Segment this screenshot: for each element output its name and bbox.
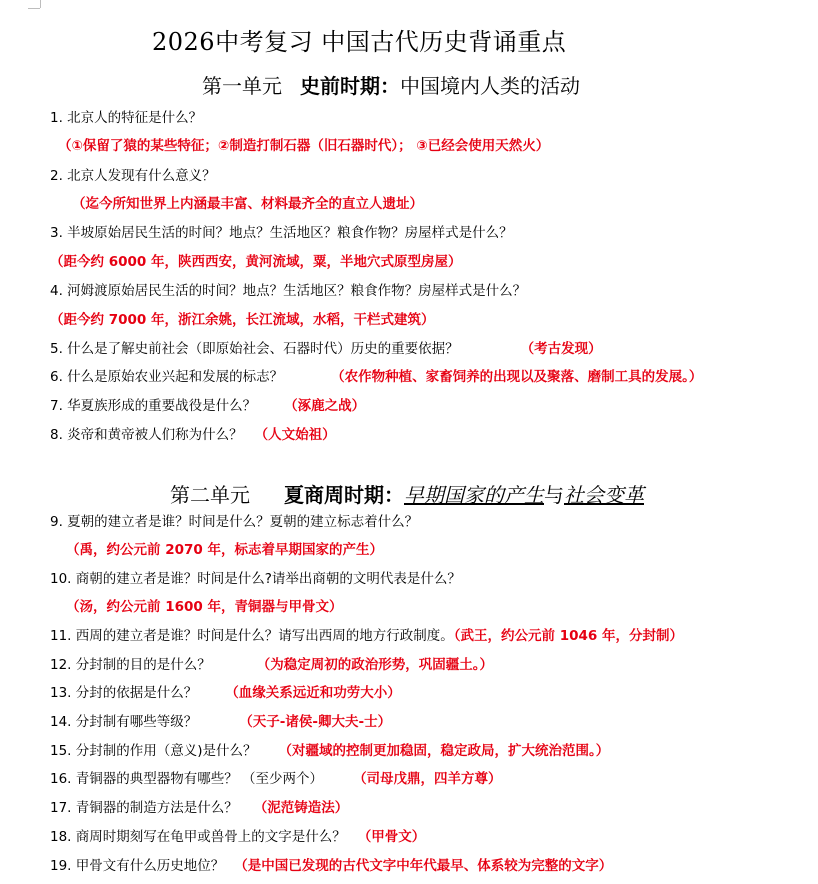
answer-text: （泥范铸造法）	[253, 800, 349, 816]
answer-text: （①保留了猿的某些特征；②制造打制石器（旧石器时代）； ③已经会使用天然火）	[58, 138, 550, 154]
question-text: 2. 北京人发现有什么意义？	[50, 168, 216, 184]
question-text: 4. 河姆渡原始居民生活的时间？地点？生活地区？粮食作物？房屋样式是什么？	[50, 283, 527, 299]
answer-text: （距今约 7000 年，浙江余姚，长江流域，水稻，干栏式建筑）	[50, 312, 435, 328]
answer-text: （血缘关系远近和功劳大小）	[225, 685, 401, 701]
question-text: 12. 分封制的目的是什么？	[50, 657, 211, 673]
answer-text: （迄今所知世界上内涵最丰富、材料最齐全的直立人遗址）	[72, 196, 423, 212]
answer-text: （天子-诸侯-卿大夫-士）	[239, 714, 392, 730]
question-15	[50, 742, 609, 760]
question-14	[50, 713, 391, 731]
question-6	[50, 368, 702, 386]
answer-text: （是中国已发现的古代文字中年代最早、体系较为完整的文字）	[234, 858, 613, 874]
page-corner-mark	[28, 8, 40, 9]
question-text: 11. 西周的建立者是谁？时间是什么？请写出西周的地方行政制度。	[50, 628, 454, 644]
question-1	[50, 109, 202, 127]
question-text: 18. 商周时期刻写在龟甲或兽骨上的文字是什么？	[50, 829, 346, 845]
unit1-heading	[202, 70, 580, 99]
answer-1	[58, 137, 549, 155]
answer-9	[66, 541, 383, 559]
question-text: 19. 甲骨文有什么历史地位？	[50, 858, 225, 874]
answer-text: （农作物种植、家畜饲养的出现以及聚落、磨制工具的发展。）	[331, 369, 703, 385]
answer-4	[50, 311, 434, 329]
unit2-label: 第二单元	[170, 483, 250, 507]
answer-text: （人文始祖）	[254, 427, 336, 443]
answer-text: （武王，约公元前 1046 年，分封制）	[453, 628, 683, 644]
answer-text: （距今约 6000 年，陕西西安，黄河流域，粟，半地穴式原型房屋）	[50, 254, 462, 270]
question-18	[50, 828, 425, 846]
question-text: 13. 分封的依据是什么？	[50, 685, 198, 701]
unit2-title-part1: 早期国家的产生	[404, 483, 544, 507]
question-text: 9. 夏朝的建立者是谁？时间是什么？夏朝的建立标志着什么？	[50, 514, 419, 530]
page-title: 2026中考复习 中国古代历史背诵重点	[152, 28, 567, 56]
question-12	[50, 656, 493, 674]
question-text: 5. 什么是了解史前社会（即原始社会、石器时代）历史的重要依据？	[50, 341, 459, 357]
unit2-heading	[170, 479, 644, 508]
unit1-title-rest: 中国境内人类的活动	[400, 74, 580, 98]
question-3	[50, 224, 513, 242]
answer-2	[72, 195, 423, 213]
question-16	[50, 770, 502, 788]
answer-3	[50, 253, 461, 271]
question-text: 15. 分封制的作用（意义)是什么？	[50, 743, 257, 759]
question-4	[50, 282, 526, 300]
answer-text: （涿鹿之战）	[284, 398, 366, 414]
question-17	[50, 799, 348, 817]
question-2	[50, 167, 216, 185]
answer-text: （为稳定周初的政治形势，巩固疆土。）	[256, 657, 494, 673]
answer-text: （甲骨文）	[357, 829, 426, 845]
question-8	[50, 426, 336, 444]
question-10	[50, 570, 461, 588]
question-9	[50, 513, 418, 531]
question-13	[50, 684, 401, 702]
question-text: 17. 青铜器的制造方法是什么？	[50, 800, 238, 816]
question-11	[50, 627, 683, 645]
answer-text: （对疆域的控制更加稳固，稳定政局，扩大统治范围。）	[278, 743, 610, 759]
question-19	[50, 857, 612, 875]
unit2-title-bold: 夏商周时期：	[284, 483, 404, 507]
question-text: 1. 北京人的特征是什么？	[50, 110, 203, 126]
question-5	[50, 340, 602, 358]
unit2-title-mid: 与	[544, 483, 564, 507]
answer-text: （禹，约公元前 2070 年，标志着早期国家的产生）	[66, 542, 383, 558]
page-corner-mark	[40, 0, 41, 8]
unit1-title-bold: 史前时期：	[300, 74, 400, 98]
answer-text: （考古发现）	[520, 341, 602, 357]
question-text: 10. 商朝的建立者是谁？时间是什么?请举出商朝的文明代表是什么？	[50, 571, 461, 587]
question-7	[50, 397, 365, 415]
answer-text: （汤，约公元前 1600 年，青铜器与甲骨文）	[66, 599, 343, 615]
answer-10	[66, 598, 342, 616]
question-text: 6. 什么是原始农业兴起和发展的标志？	[50, 369, 284, 385]
question-text: 3. 半坡原始居民生活的时间？地点？生活地区？粮食作物？房屋样式是什么？	[50, 225, 513, 241]
question-text: 7. 华夏族形成的重要战役是什么？	[50, 398, 257, 414]
unit1-label: 第一单元	[202, 74, 282, 98]
unit2-title-part2: 社会变革	[564, 483, 644, 507]
question-text: 14. 分封制有哪些等级？	[50, 714, 198, 730]
question-text: 8. 炎帝和黄帝被人们称为什么？	[50, 427, 243, 443]
question-text: 16. 青铜器的典型器物有哪些？ （至少两个）	[50, 771, 324, 787]
answer-text: （司母戊鼎，四羊方尊）	[353, 771, 502, 787]
